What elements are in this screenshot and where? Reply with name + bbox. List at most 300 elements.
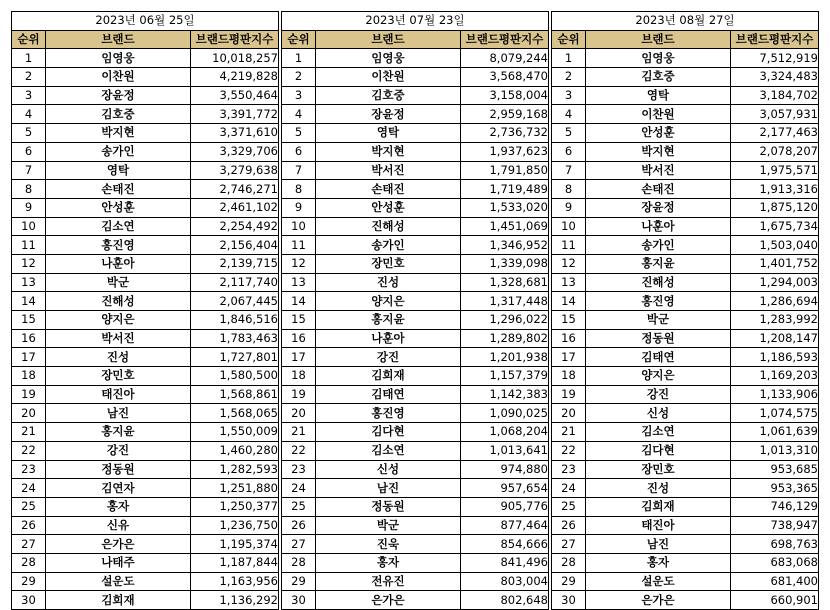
brand-cell: 김희재 <box>316 367 461 386</box>
table-row <box>552 404 819 423</box>
rank-cell: 2 <box>282 68 316 87</box>
rank-cell: 2 <box>552 68 586 87</box>
rank-cell: 25 <box>552 497 586 516</box>
score-cell: 1,286,694 <box>731 292 819 311</box>
rank-cell: 30 <box>282 591 316 610</box>
rank-cell: 22 <box>282 441 316 460</box>
table-row <box>552 497 819 516</box>
brand-cell: 진성 <box>316 273 461 292</box>
table-row <box>12 124 279 143</box>
rank-cell: 5 <box>12 124 46 143</box>
table-row <box>282 479 549 498</box>
score-cell: 877,464 <box>461 516 549 535</box>
score-cell: 1,675,734 <box>731 217 819 236</box>
score-cell: 905,776 <box>461 497 549 516</box>
score-cell: 3,391,772 <box>191 105 279 124</box>
brand-cell: 손태진 <box>316 180 461 199</box>
score-cell: 2,078,207 <box>731 142 819 161</box>
score-cell: 7,512,919 <box>731 49 819 68</box>
brand-cell: 김연자 <box>46 479 191 498</box>
table-row <box>12 441 279 460</box>
rank-cell: 6 <box>12 142 46 161</box>
table-row <box>282 311 549 330</box>
rank-cell: 13 <box>12 273 46 292</box>
score-cell: 1,169,203 <box>731 367 819 386</box>
brand-cell: 나훈아 <box>586 217 731 236</box>
rank-cell: 28 <box>282 553 316 572</box>
table-row <box>12 385 279 404</box>
table-row <box>282 86 549 105</box>
score-cell: 1,187,844 <box>191 553 279 572</box>
brand-cell: 박군 <box>586 311 731 330</box>
score-cell: 3,568,470 <box>461 68 549 87</box>
table-row <box>282 516 549 535</box>
table-row <box>552 367 819 386</box>
rank-cell: 19 <box>12 385 46 404</box>
rank-cell: 9 <box>12 198 46 217</box>
table-row <box>12 292 279 311</box>
brand-cell: 손태진 <box>46 180 191 199</box>
rank-cell: 11 <box>552 236 586 255</box>
score-cell: 854,666 <box>461 535 549 554</box>
table-row <box>12 86 279 105</box>
rank-cell: 10 <box>552 217 586 236</box>
brand-cell: 태진아 <box>586 516 731 535</box>
rank-cell: 4 <box>282 105 316 124</box>
score-cell: 683,068 <box>731 553 819 572</box>
table-row <box>282 329 549 348</box>
score-cell: 1,503,040 <box>731 236 819 255</box>
rank-cell: 24 <box>12 479 46 498</box>
brand-cell: 양지은 <box>46 311 191 330</box>
brand-cell: 태진아 <box>46 385 191 404</box>
table-row <box>552 553 819 572</box>
table-row <box>552 124 819 143</box>
date-row <box>282 12 549 31</box>
score-cell: 3,279,638 <box>191 161 279 180</box>
brand-cell: 양지은 <box>586 367 731 386</box>
score-cell: 1,186,593 <box>731 348 819 367</box>
table-row <box>282 404 549 423</box>
brand-cell: 장윤정 <box>316 105 461 124</box>
rank-cell: 18 <box>552 367 586 386</box>
brand-cell: 나훈아 <box>316 329 461 348</box>
table-row <box>12 49 279 68</box>
brand-cell: 박지현 <box>586 142 731 161</box>
table-row <box>282 441 549 460</box>
score-cell: 681,400 <box>731 572 819 591</box>
score-cell: 953,365 <box>731 479 819 498</box>
brand-cell: 강진 <box>316 348 461 367</box>
table-row <box>282 161 549 180</box>
table-row <box>552 311 819 330</box>
table-row <box>552 86 819 105</box>
table-row <box>12 553 279 572</box>
rank-cell: 12 <box>282 254 316 273</box>
rank-cell: 4 <box>12 105 46 124</box>
table-row <box>282 124 549 143</box>
table-row <box>12 105 279 124</box>
brand-cell: 홍진영 <box>316 404 461 423</box>
score-cell: 3,329,706 <box>191 142 279 161</box>
rank-cell: 22 <box>552 441 586 460</box>
rank-cell: 20 <box>552 404 586 423</box>
brand-cell: 설운도 <box>586 572 731 591</box>
table-row <box>552 68 819 87</box>
rank-cell: 27 <box>12 535 46 554</box>
rank-cell: 30 <box>552 591 586 610</box>
brand-cell: 은가은 <box>316 591 461 610</box>
rank-cell: 10 <box>282 217 316 236</box>
rank-cell: 7 <box>552 161 586 180</box>
brand-cell: 남진 <box>316 479 461 498</box>
table-row <box>282 535 549 554</box>
table-row <box>282 142 549 161</box>
date-row <box>552 12 819 31</box>
score-cell: 1,401,752 <box>731 254 819 273</box>
score-cell: 2,746,271 <box>191 180 279 199</box>
brand-cell: 정동원 <box>46 460 191 479</box>
table-row <box>552 217 819 236</box>
score-cell: 2,177,463 <box>731 124 819 143</box>
brand-cell: 손태진 <box>586 180 731 199</box>
brand-cell: 김호중 <box>46 105 191 124</box>
score-cell: 1,580,500 <box>191 367 279 386</box>
brand-cell: 강진 <box>586 385 731 404</box>
score-cell: 1,136,292 <box>191 591 279 610</box>
score-cell: 660,901 <box>731 591 819 610</box>
score-cell: 1,783,463 <box>191 329 279 348</box>
rank-cell: 17 <box>552 348 586 367</box>
rank-cell: 13 <box>282 273 316 292</box>
rank-cell: 21 <box>282 423 316 442</box>
score-cell: 3,158,004 <box>461 86 549 105</box>
score-cell: 1,294,003 <box>731 273 819 292</box>
table-row <box>12 367 279 386</box>
score-cell: 1,250,377 <box>191 497 279 516</box>
brand-cell: 진해성 <box>586 273 731 292</box>
table-row <box>552 273 819 292</box>
ranking-tables <box>11 11 820 610</box>
table-row <box>552 516 819 535</box>
rank-cell: 7 <box>282 161 316 180</box>
brand-cell: 김다현 <box>316 423 461 442</box>
brand-cell: 김소연 <box>46 217 191 236</box>
score-cell: 802,648 <box>461 591 549 610</box>
score-cell: 1,975,571 <box>731 161 819 180</box>
table-row <box>282 460 549 479</box>
brand-cell: 설운도 <box>46 572 191 591</box>
table-row <box>12 311 279 330</box>
score-cell: 803,004 <box>461 572 549 591</box>
brand-cell: 박지현 <box>316 142 461 161</box>
score-cell: 1,090,025 <box>461 404 549 423</box>
score-cell: 1,328,681 <box>461 273 549 292</box>
rank-cell: 25 <box>12 497 46 516</box>
ranking-table <box>11 11 279 610</box>
rank-cell: 14 <box>12 292 46 311</box>
rank-cell: 23 <box>12 460 46 479</box>
table-row <box>12 404 279 423</box>
score-cell: 2,067,445 <box>191 292 279 311</box>
brand-cell: 임영웅 <box>46 49 191 68</box>
score-cell: 1,339,098 <box>461 254 549 273</box>
rank-cell: 29 <box>12 572 46 591</box>
score-cell: 841,496 <box>461 553 549 572</box>
table-row <box>282 49 549 68</box>
rank-cell: 12 <box>552 254 586 273</box>
table-row <box>552 572 819 591</box>
rank-cell: 8 <box>552 180 586 199</box>
table-row <box>282 105 549 124</box>
brand-cell: 박군 <box>46 273 191 292</box>
score-cell: 974,880 <box>461 460 549 479</box>
table-row <box>12 329 279 348</box>
brand-cell: 진욱 <box>316 535 461 554</box>
score-cell: 1,133,906 <box>731 385 819 404</box>
brand-cell: 영탁 <box>586 86 731 105</box>
brand-cell: 나태주 <box>46 553 191 572</box>
rank-cell: 16 <box>282 329 316 348</box>
table-row <box>12 254 279 273</box>
brand-cell: 남진 <box>46 404 191 423</box>
score-cell: 1,346,952 <box>461 236 549 255</box>
rank-cell: 15 <box>282 311 316 330</box>
brand-cell: 안성훈 <box>46 198 191 217</box>
rank-cell: 26 <box>282 516 316 535</box>
score-cell: 3,324,483 <box>731 68 819 87</box>
score-cell: 2,139,715 <box>191 254 279 273</box>
column-header-brand: 브랜드 <box>586 30 731 49</box>
table-row <box>552 385 819 404</box>
rank-cell: 9 <box>282 198 316 217</box>
table-row <box>552 292 819 311</box>
rank-cell: 18 <box>12 367 46 386</box>
table-row <box>12 198 279 217</box>
score-cell: 1,568,065 <box>191 404 279 423</box>
brand-cell: 정동원 <box>586 329 731 348</box>
brand-cell: 박지현 <box>46 124 191 143</box>
brand-cell: 홍자 <box>316 553 461 572</box>
brand-cell: 박서진 <box>46 329 191 348</box>
rank-cell: 17 <box>12 348 46 367</box>
brand-cell: 김태연 <box>586 348 731 367</box>
brand-cell: 진성 <box>46 348 191 367</box>
rank-cell: 19 <box>552 385 586 404</box>
table-row <box>282 423 549 442</box>
brand-cell: 임영웅 <box>586 49 731 68</box>
brand-cell: 송가인 <box>316 236 461 255</box>
rank-cell: 23 <box>282 460 316 479</box>
table-row <box>12 68 279 87</box>
column-header-score: 브랜드평판지수 <box>461 30 549 49</box>
brand-cell: 장민호 <box>316 254 461 273</box>
brand-cell: 신성 <box>316 460 461 479</box>
rank-cell: 24 <box>282 479 316 498</box>
rank-cell: 4 <box>552 105 586 124</box>
rank-cell: 27 <box>282 535 316 554</box>
table-row <box>12 591 279 610</box>
table-row <box>12 273 279 292</box>
score-cell: 2,254,492 <box>191 217 279 236</box>
table-row <box>552 161 819 180</box>
rank-cell: 24 <box>552 479 586 498</box>
header-row <box>12 30 279 49</box>
brand-cell: 박서진 <box>586 161 731 180</box>
table-row <box>282 198 549 217</box>
brand-cell: 장윤정 <box>586 198 731 217</box>
table-row <box>552 105 819 124</box>
score-cell: 1,163,956 <box>191 572 279 591</box>
brand-cell: 홍자 <box>46 497 191 516</box>
score-cell: 1,236,750 <box>191 516 279 535</box>
rank-cell: 5 <box>552 124 586 143</box>
score-cell: 3,057,931 <box>731 105 819 124</box>
brand-cell: 김호중 <box>316 86 461 105</box>
score-cell: 1,013,310 <box>731 441 819 460</box>
score-cell: 1,568,861 <box>191 385 279 404</box>
rank-cell: 20 <box>282 404 316 423</box>
table-row <box>12 217 279 236</box>
rank-cell: 19 <box>282 385 316 404</box>
header-row <box>552 30 819 49</box>
score-cell: 1,460,280 <box>191 441 279 460</box>
brand-cell: 안성훈 <box>316 198 461 217</box>
score-cell: 1,846,516 <box>191 311 279 330</box>
rank-cell: 29 <box>552 572 586 591</box>
rank-cell: 23 <box>552 460 586 479</box>
table-row <box>12 236 279 255</box>
rank-cell: 3 <box>552 86 586 105</box>
rank-cell: 15 <box>552 311 586 330</box>
table-row <box>12 516 279 535</box>
rank-cell: 17 <box>282 348 316 367</box>
score-cell: 1,283,992 <box>731 311 819 330</box>
score-cell: 1,533,020 <box>461 198 549 217</box>
brand-cell: 신유 <box>46 516 191 535</box>
brand-cell: 김희재 <box>586 497 731 516</box>
table-row <box>282 292 549 311</box>
score-cell: 1,142,383 <box>461 385 549 404</box>
brand-cell: 진성 <box>586 479 731 498</box>
table-row <box>552 329 819 348</box>
score-cell: 1,727,801 <box>191 348 279 367</box>
score-cell: 1,317,448 <box>461 292 549 311</box>
brand-cell: 김호중 <box>586 68 731 87</box>
rank-cell: 28 <box>552 553 586 572</box>
rank-cell: 14 <box>282 292 316 311</box>
rank-cell: 10 <box>12 217 46 236</box>
table-row <box>552 348 819 367</box>
score-cell: 1,937,623 <box>461 142 549 161</box>
score-cell: 1,282,593 <box>191 460 279 479</box>
brand-cell: 박서진 <box>316 161 461 180</box>
table-row <box>12 479 279 498</box>
table-row <box>12 161 279 180</box>
rank-cell: 16 <box>12 329 46 348</box>
header-row <box>282 30 549 49</box>
table-row <box>552 236 819 255</box>
table-row <box>282 591 549 610</box>
score-cell: 2,736,732 <box>461 124 549 143</box>
brand-cell: 임영웅 <box>316 49 461 68</box>
table-row <box>552 180 819 199</box>
score-cell: 1,451,069 <box>461 217 549 236</box>
brand-cell: 안성훈 <box>586 124 731 143</box>
column-header-brand: 브랜드 <box>46 30 191 49</box>
brand-cell: 홍지윤 <box>586 254 731 273</box>
brand-cell: 김다현 <box>586 441 731 460</box>
table-row <box>12 348 279 367</box>
rank-cell: 13 <box>552 273 586 292</box>
brand-cell: 홍자 <box>586 553 731 572</box>
column-header-rank: 순위 <box>552 30 586 49</box>
brand-cell: 김희재 <box>46 591 191 610</box>
score-cell: 1,201,938 <box>461 348 549 367</box>
brand-cell: 홍지윤 <box>46 423 191 442</box>
brand-cell: 홍지윤 <box>316 311 461 330</box>
score-cell: 1,074,575 <box>731 404 819 423</box>
table-row <box>552 423 819 442</box>
rank-cell: 11 <box>282 236 316 255</box>
table-row <box>552 254 819 273</box>
rank-cell: 3 <box>12 86 46 105</box>
rank-cell: 7 <box>12 161 46 180</box>
brand-cell: 정동원 <box>316 497 461 516</box>
score-cell: 1,719,489 <box>461 180 549 199</box>
brand-cell: 강진 <box>46 441 191 460</box>
brand-cell: 진해성 <box>316 217 461 236</box>
rank-cell: 21 <box>552 423 586 442</box>
brand-cell: 박군 <box>316 516 461 535</box>
score-cell: 746,129 <box>731 497 819 516</box>
rank-cell: 18 <box>282 367 316 386</box>
rank-cell: 3 <box>282 86 316 105</box>
table-row <box>12 535 279 554</box>
rank-cell: 5 <box>282 124 316 143</box>
table-row <box>282 254 549 273</box>
score-cell: 1,195,374 <box>191 535 279 554</box>
rank-cell: 2 <box>12 68 46 87</box>
brand-cell: 김소연 <box>586 423 731 442</box>
table-row <box>552 460 819 479</box>
score-cell: 1,061,639 <box>731 423 819 442</box>
column-header-rank: 순위 <box>282 30 316 49</box>
score-cell: 10,018,257 <box>191 49 279 68</box>
rank-cell: 20 <box>12 404 46 423</box>
table-row <box>282 367 549 386</box>
score-cell: 4,219,828 <box>191 68 279 87</box>
table-row <box>282 273 549 292</box>
table-row <box>12 180 279 199</box>
table-row <box>552 441 819 460</box>
table-row <box>552 591 819 610</box>
rank-cell: 25 <box>282 497 316 516</box>
column-header-score: 브랜드평판지수 <box>731 30 819 49</box>
column-header-brand: 브랜드 <box>316 30 461 49</box>
table-row <box>282 180 549 199</box>
rank-cell: 1 <box>552 49 586 68</box>
table-row <box>552 535 819 554</box>
brand-cell: 장윤정 <box>46 86 191 105</box>
brand-cell: 이찬원 <box>46 68 191 87</box>
rank-cell: 8 <box>282 180 316 199</box>
brand-cell: 송가인 <box>586 236 731 255</box>
score-cell: 1,875,120 <box>731 198 819 217</box>
brand-cell: 영탁 <box>46 161 191 180</box>
score-cell: 953,685 <box>731 460 819 479</box>
rank-cell: 28 <box>12 553 46 572</box>
